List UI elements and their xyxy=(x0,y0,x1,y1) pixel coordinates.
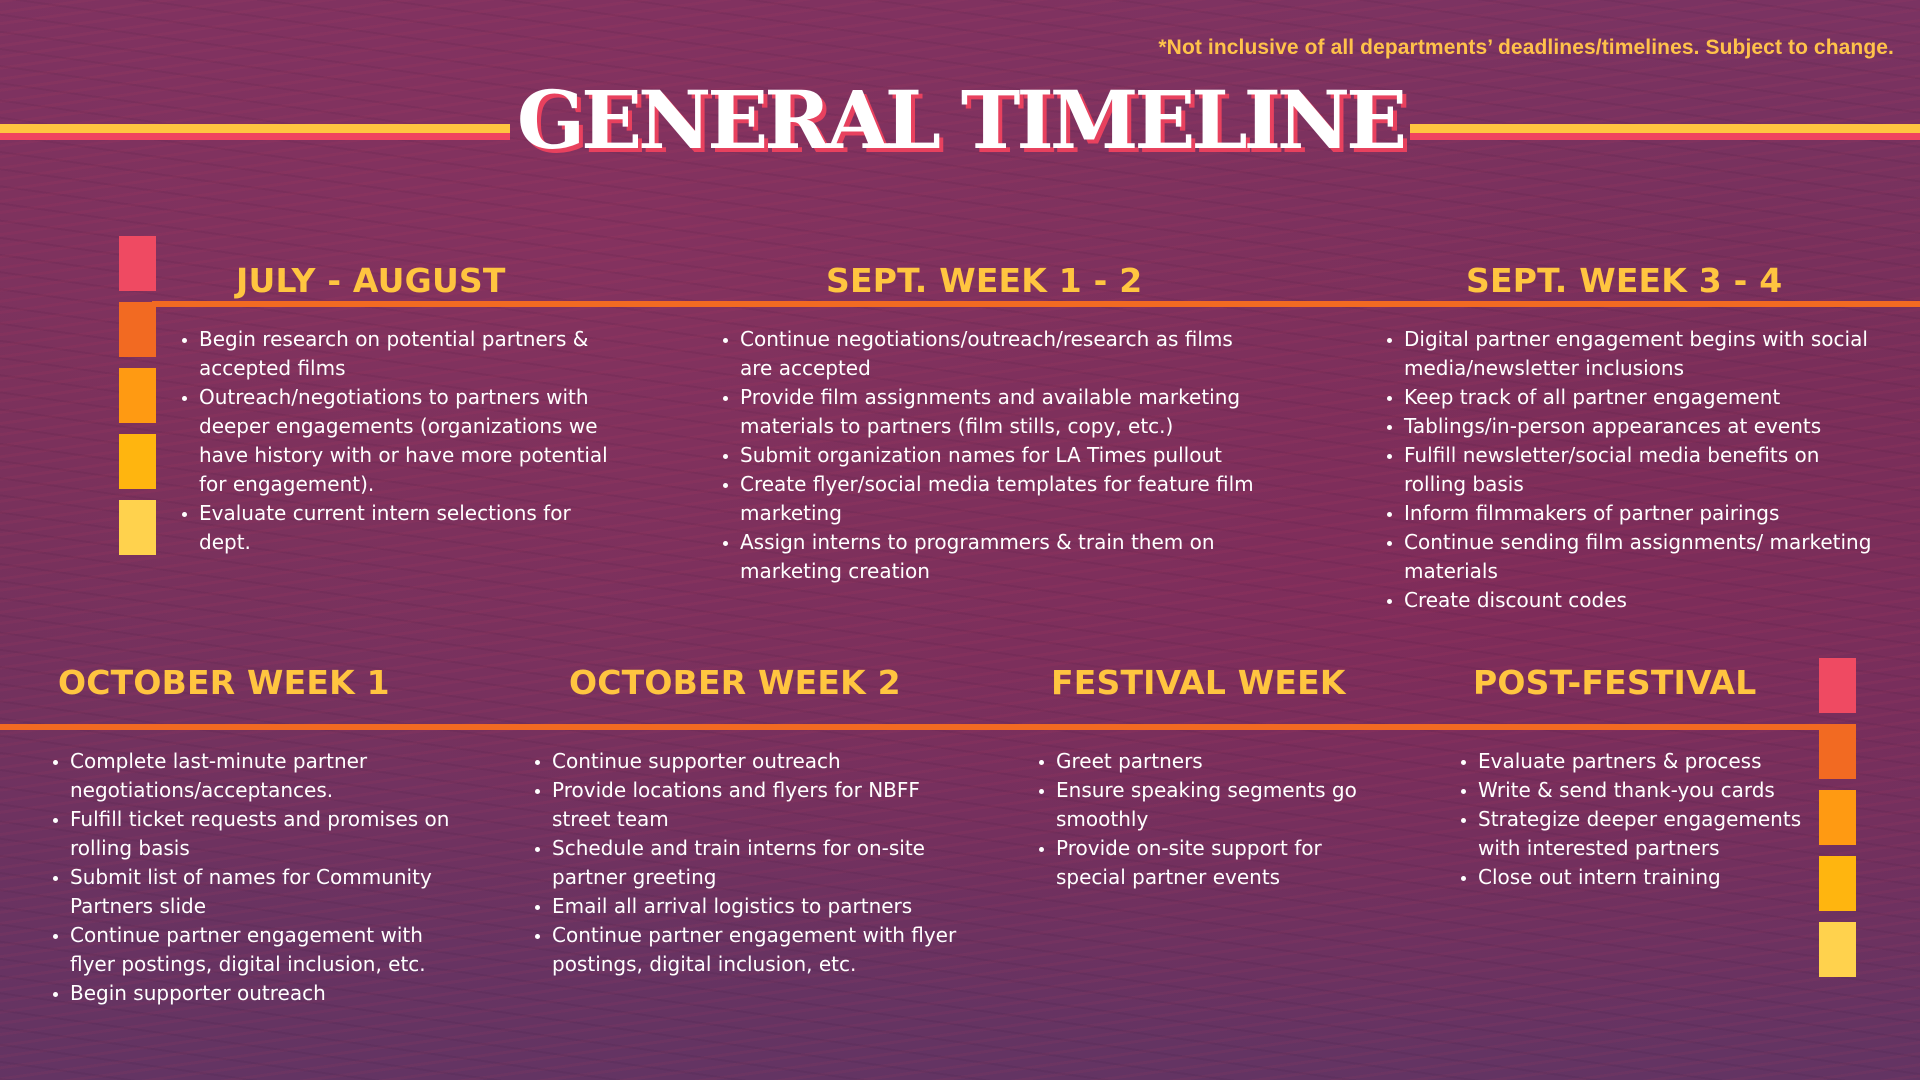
task-item: Write & send thank-you cards xyxy=(1458,776,1808,805)
phase-heading-post-festival: POST-FESTIVAL xyxy=(1473,663,1757,702)
task-item: Continue negotiations/outreach/research as films are accepted xyxy=(720,325,1260,383)
task-item: Provide locations and flyers for NBFF street team xyxy=(532,776,957,834)
color-swatch xyxy=(119,500,156,555)
task-item: Continue supporter outreach xyxy=(532,747,957,776)
color-swatch xyxy=(1819,658,1856,713)
phase-heading-sept-week-1-2: SEPT. WEEK 1 - 2 xyxy=(826,261,1143,300)
color-swatch xyxy=(119,302,156,357)
phase-heading-festival-week: FESTIVAL WEEK xyxy=(1051,663,1346,702)
task-item: Evaluate current intern selections for dept. xyxy=(179,499,624,557)
title-decor-line-left xyxy=(0,124,510,133)
task-item: Provide film assignments and available marketing materials to partners (film stills, copy, etc.) xyxy=(720,383,1260,441)
phase-heading-july-august: JULY - AUGUST xyxy=(236,261,506,300)
task-item: Submit list of names for Community Partners slide xyxy=(50,863,450,921)
task-item: Inform filmmakers of partner pairings xyxy=(1384,499,1874,528)
task-item: Email all arrival logistics to partners xyxy=(532,892,957,921)
task-item: Begin research on potential partners & accepted films xyxy=(179,325,624,383)
task-item: Continue partner engagement with flyer postings, digital inclusion, etc. xyxy=(532,921,957,979)
task-item: Begin supporter outreach xyxy=(50,979,450,1008)
color-swatch xyxy=(119,368,156,423)
task-item: Strategize deeper engagements with interested partners xyxy=(1458,805,1808,863)
task-item: Assign interns to programmers & train them on marketing creation xyxy=(720,528,1260,586)
task-item: Outreach/negotiations to partners with deeper engagements (organizations we have history with or have more potential for engagement). xyxy=(179,383,624,499)
task-list-july-august xyxy=(179,325,624,557)
task-item: Fulfill ticket requests and promises on rolling basis xyxy=(50,805,450,863)
task-item: Greet partners xyxy=(1036,747,1391,776)
disclaimer-note: *Not inclusive of all departments’ deadlines/timelines. Subject to change. xyxy=(1158,36,1894,59)
task-item: Create discount codes xyxy=(1384,586,1874,615)
task-item: Close out intern training xyxy=(1458,863,1808,892)
task-list-sept-week-1-2 xyxy=(720,325,1260,586)
task-item: Provide on-site support for special partner events xyxy=(1036,834,1391,892)
timeline-rule-top xyxy=(152,301,1920,307)
color-swatch xyxy=(1819,724,1856,779)
task-item: Schedule and train interns for on-site partner greeting xyxy=(532,834,957,892)
phase-heading-october-week-2: OCTOBER WEEK 2 xyxy=(569,663,901,702)
task-item: Ensure speaking segments go smoothly xyxy=(1036,776,1391,834)
task-item: Tablings/in-person appearances at events xyxy=(1384,412,1874,441)
page-title: GENERAL TIMELINE xyxy=(516,73,1404,167)
task-item: Submit organization names for LA Times pullout xyxy=(720,441,1260,470)
phase-heading-october-week-1: OCTOBER WEEK 1 xyxy=(58,663,390,702)
color-swatch xyxy=(1819,856,1856,911)
task-item: Continue partner engagement with flyer postings, digital inclusion, etc. xyxy=(50,921,450,979)
task-list-post-festival xyxy=(1458,747,1808,892)
task-item: Digital partner engagement begins with social media/newsletter inclusions xyxy=(1384,325,1874,383)
task-item: Complete last-minute partner negotiations/acceptances. xyxy=(50,747,450,805)
task-list-october-week-1 xyxy=(50,747,450,1008)
task-item: Create flyer/social media templates for feature film marketing xyxy=(720,470,1260,528)
color-swatch xyxy=(119,236,156,291)
task-list-october-week-2 xyxy=(532,747,957,979)
phase-heading-sept-week-3-4: SEPT. WEEK 3 - 4 xyxy=(1466,261,1783,300)
task-item: Continue sending film assignments/ marketing materials xyxy=(1384,528,1874,586)
task-item: Keep track of all partner engagement xyxy=(1384,383,1874,412)
task-list-festival-week xyxy=(1036,747,1391,892)
task-item: Evaluate partners & process xyxy=(1458,747,1808,776)
color-swatch xyxy=(1819,790,1856,845)
task-item: Fulfill newsletter/social media benefits on rolling basis xyxy=(1384,441,1874,499)
title-decor-line-right xyxy=(1410,124,1920,133)
color-swatch xyxy=(1819,922,1856,977)
timeline-rule-bottom xyxy=(0,724,1820,730)
color-swatch xyxy=(119,434,156,489)
task-list-sept-week-3-4 xyxy=(1384,325,1874,615)
